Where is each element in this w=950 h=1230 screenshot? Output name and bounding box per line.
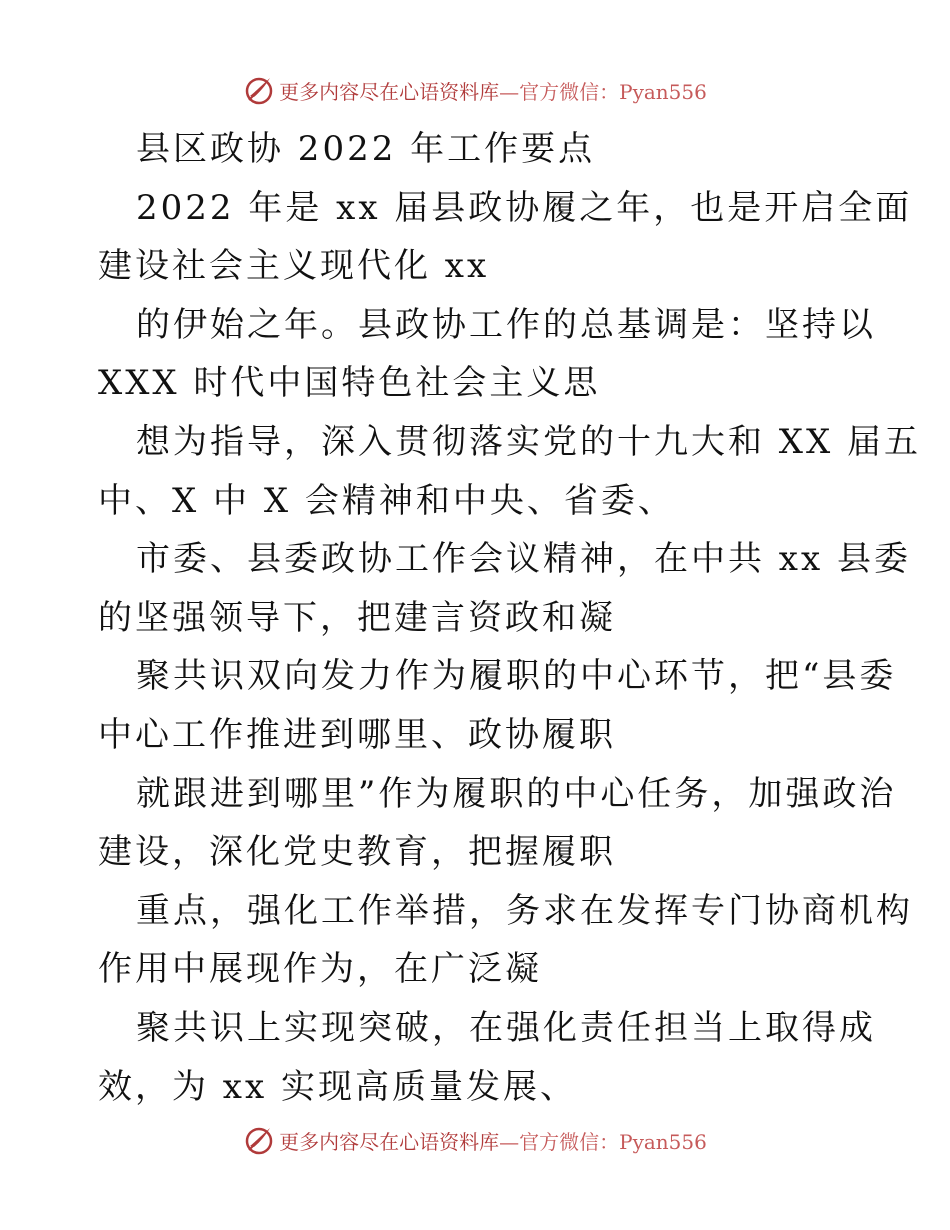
paragraph-line: 聚共识双向发力作为履职的中心环节，把“县委 (136, 656, 897, 697)
banner-contact-text: 官方微信：Pyan556 (519, 1129, 707, 1154)
banner-main-text: 更多内容尽在心语资料库 (279, 79, 500, 104)
paragraph-line: 作用中展现作为，在广泛凝 (98, 949, 542, 990)
paragraph-line: 建设社会主义现代化 xx (98, 246, 490, 287)
paragraph-line: 建设，深化党史教育，把握履职 (98, 832, 616, 873)
paragraph-line: 聚共识上实现突破，在强化责任担当上取得成 (136, 1007, 876, 1048)
banner-dash: — (499, 79, 520, 104)
banner-text (279, 76, 707, 105)
paragraph-line: 中心工作推进到哪里、政协履职 (98, 714, 616, 755)
paragraph-line: 想为指导，深入贯彻落实党的十九大和 XX 届五 (136, 421, 922, 462)
document-title: 县区政协 2022 年工作要点 (136, 129, 596, 169)
paragraph-line: XXX 时代中国特色社会主义思 (98, 363, 601, 404)
quill-seal-icon (243, 1124, 275, 1156)
paragraph-line: 2022 年是 xx 届县政协履之年，也是开启全面 (136, 187, 913, 228)
paragraph-line: 的坚强领导下，把建言资政和凝 (98, 597, 616, 638)
quill-seal-icon (243, 74, 275, 106)
paragraph-line: 市委、县委政协工作会议精神，在中共 xx 县委 (136, 539, 911, 580)
banner-contact-text: 官方微信：Pyan556 (519, 79, 707, 104)
banner-dash: — (499, 1129, 520, 1154)
footer-banner (0, 1120, 950, 1160)
paragraph-line: 就跟进到哪里”作为履职的中心任务，加强政治 (136, 773, 897, 814)
document-body (98, 120, 922, 1116)
paragraph-line: 中、X 中 X 会精神和中央、省委、 (98, 480, 675, 521)
paragraph-line: 效，为 xx 实现高质量发展、 (98, 1066, 577, 1107)
banner-main-text: 更多内容尽在心语资料库 (279, 1129, 500, 1154)
header-banner (0, 70, 950, 110)
paragraph-line: 的伊始之年。县政协工作的总基调是：坚持以 (136, 304, 876, 345)
paragraph-line: 重点，强化工作举措，务求在发挥专门协商机构 (136, 890, 913, 931)
banner-text (279, 1126, 707, 1155)
